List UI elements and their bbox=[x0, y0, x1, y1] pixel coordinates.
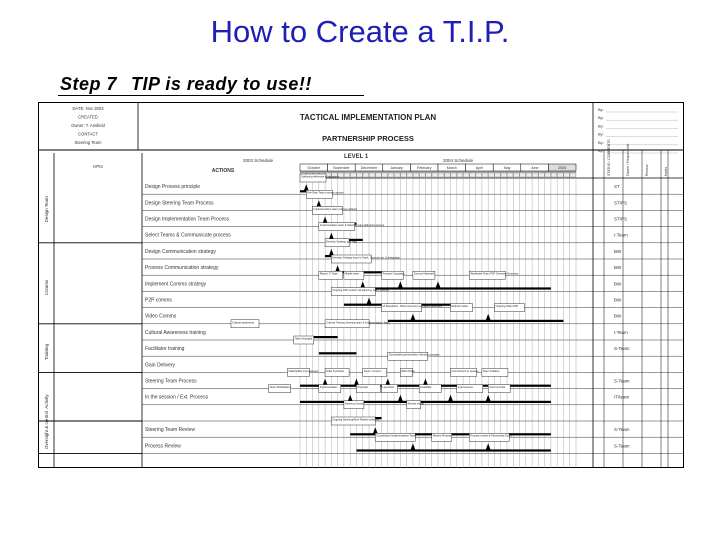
action-label: Steering Team Process bbox=[145, 378, 197, 385]
gantt-bar bbox=[313, 336, 338, 338]
signoff-label: By: bbox=[598, 131, 604, 137]
actions-label: ACTIONS bbox=[211, 168, 235, 174]
note-text: Issue / concern bbox=[363, 369, 382, 373]
group-label: Oversight & control bbox=[44, 410, 49, 450]
signoff-label: By: bbox=[598, 107, 604, 112]
owner-label: I-Team bbox=[614, 232, 628, 238]
note-text: Develop Strategy input in Gantt, Comms Imp. & Integration bbox=[332, 256, 400, 260]
action-label: Design Steering Team Process bbox=[145, 200, 214, 207]
right-header-label: Review bbox=[645, 164, 649, 176]
signoff-label: By: bbox=[598, 115, 604, 121]
month-label: March bbox=[446, 166, 457, 170]
owner-label: BW bbox=[614, 248, 622, 254]
month-label: June bbox=[530, 166, 539, 170]
month-label: April bbox=[475, 166, 484, 170]
action-label: Facilitator training bbox=[145, 346, 185, 353]
note-text: Effort Plans bbox=[401, 369, 415, 373]
header-left-text: Owner: T. Ansfield bbox=[71, 123, 105, 128]
schedule-2003-label: 2003 Schedule bbox=[242, 158, 274, 163]
right-header-label: Notes bbox=[664, 166, 668, 176]
note-text: Tailor Arranged bbox=[294, 337, 313, 341]
note-text: Develop Strategy and Plan bbox=[326, 240, 357, 244]
action-label: P2P comms bbox=[145, 297, 172, 304]
note-text: Improvement bbox=[457, 386, 473, 390]
step-text: TIP is ready to use!! bbox=[131, 74, 312, 94]
schedule-2004-label: 2004 Schedule bbox=[442, 158, 474, 163]
action-label: Cultural Awareness training bbox=[145, 329, 206, 336]
owner-label: BW bbox=[614, 313, 622, 319]
note-text: Coordinating presentation Session concepts bbox=[388, 353, 440, 357]
owner-label: S-Team bbox=[614, 378, 630, 384]
note-text: Pre-Gate Team process actions bbox=[307, 191, 344, 195]
note-text: Steering Control bbox=[344, 402, 364, 406]
note-text: Coordinated Implementation Team bbox=[376, 434, 416, 438]
signoff-label: By: bbox=[598, 148, 604, 153]
note-text: Cultural Training Steering team & Implementation Team bbox=[326, 321, 390, 325]
note-text: Implementation bbox=[319, 386, 338, 390]
plan-subtitle: PARTNERSHIP PROCESS bbox=[322, 134, 414, 143]
action-label: Implement Comms strategy bbox=[145, 281, 207, 288]
month-label: February bbox=[417, 166, 432, 170]
level-label: LEVEL 1 bbox=[344, 154, 369, 160]
owner-label: S-Team bbox=[614, 427, 630, 433]
step-heading bbox=[60, 74, 312, 95]
signoff-label: By: bbox=[598, 123, 604, 129]
owner-label: ST/PS bbox=[614, 216, 628, 222]
month-label: January bbox=[390, 166, 403, 170]
gantt-bar bbox=[319, 352, 357, 354]
owner-label: BW bbox=[614, 281, 622, 287]
group-label: Design Team bbox=[44, 196, 49, 223]
right-header-label: Owner / Responsible bbox=[626, 143, 630, 176]
owner-label: BW bbox=[614, 297, 622, 303]
group-label: Training bbox=[44, 344, 49, 361]
note-text: Initial Synthesis bbox=[326, 369, 345, 373]
action-label: Select Teams & Communicate process bbox=[145, 232, 231, 239]
note-text: Gathering reference all decisions bbox=[301, 175, 339, 179]
header-left-text: DATE: Nov 2003 bbox=[72, 106, 104, 111]
note-text: Report: TI Start bbox=[319, 272, 338, 276]
owner-label: S-Team bbox=[614, 346, 630, 352]
owner-label: I-Team bbox=[614, 329, 628, 335]
note-text: Worldwide Team P2P Overview Overview bbox=[470, 272, 519, 276]
month-label: May bbox=[503, 166, 511, 170]
owner-label: ST bbox=[614, 184, 620, 190]
note-text: Feasibility bbox=[420, 386, 432, 390]
step-underline bbox=[58, 95, 364, 96]
note-text: Process Campaign bbox=[382, 272, 405, 276]
note-text: Implementation team process defined bbox=[313, 207, 357, 211]
month-label: 2005 bbox=[558, 166, 567, 170]
action-label: Process Review bbox=[145, 443, 181, 450]
signoff-label: By: bbox=[598, 139, 604, 145]
action-label: Design Process principle bbox=[145, 184, 201, 191]
slide-title: How to Create a T.I.P. bbox=[210, 14, 510, 49]
note-text: Review Process bbox=[432, 434, 452, 438]
right-header-label: STATUS / COMMENTS bbox=[607, 139, 611, 176]
action-label: Design Communication strategy bbox=[145, 248, 216, 255]
note-text: Team Initiation bbox=[482, 369, 500, 373]
note-text: Ongoing Steering/Work Review sessions bbox=[332, 418, 380, 422]
owner-label: ST/PS bbox=[614, 200, 628, 206]
month-label: November bbox=[333, 166, 350, 170]
plan-title: TACTICAL IMPLEMENTATION PLAN bbox=[299, 113, 437, 122]
action-label: Design Implementation Team Process bbox=[145, 216, 230, 223]
action-label: Steering Team Review bbox=[145, 427, 195, 434]
tip-document-image bbox=[38, 102, 684, 468]
header-left-text: Steering Team bbox=[74, 140, 102, 145]
month-label: December bbox=[360, 166, 378, 170]
note-text: Cultural awareness bbox=[232, 321, 255, 325]
action-label: Gain Delivery bbox=[145, 362, 176, 369]
note-text: Team Mobilisation bbox=[269, 386, 291, 390]
note-text: Comms Materials bbox=[413, 272, 435, 276]
note-text: Proposal bbox=[357, 386, 368, 390]
note-text: Implementation team & Steering team defined & comms bbox=[319, 224, 385, 228]
note-text: Review status bbox=[407, 402, 424, 406]
action-label: In the session / Ext. Process bbox=[145, 394, 209, 401]
header-left-text: CREATED bbox=[78, 114, 98, 120]
group-label: Activity bbox=[44, 394, 49, 409]
note-text: HI Resolution - Brief overview in all action directions bbox=[382, 305, 443, 309]
action-label: Video Comms bbox=[145, 313, 177, 320]
note-text: Launched bbox=[382, 386, 394, 390]
header-left-text: CONTACT bbox=[78, 131, 98, 137]
group-label: Comms bbox=[44, 279, 49, 296]
owner-label: IT/team bbox=[614, 394, 630, 400]
action-label: Process Communication strategy bbox=[145, 265, 219, 272]
step-label: Step 7 bbox=[60, 74, 118, 94]
owner-label: BW bbox=[614, 265, 622, 271]
note-text: Stakeholder input session bbox=[288, 369, 319, 373]
note-text: Refresh Video bbox=[451, 305, 468, 309]
note-text: Process review & Partnership ELDS bbox=[470, 434, 512, 438]
note-text: Ongoing Video P2P bbox=[495, 305, 519, 309]
note-text: Communicate bbox=[489, 386, 506, 390]
month-label: October bbox=[307, 166, 321, 170]
owner-label: S-Team bbox=[614, 443, 630, 449]
kpis-label: KPIs bbox=[93, 164, 103, 169]
note-text: Mobile team bbox=[344, 272, 360, 276]
note-text: Commitment to session bbox=[451, 369, 479, 373]
gantt-bar bbox=[356, 449, 550, 451]
note-text: Ongoing P2P content via planning, team, comms bbox=[332, 288, 389, 292]
